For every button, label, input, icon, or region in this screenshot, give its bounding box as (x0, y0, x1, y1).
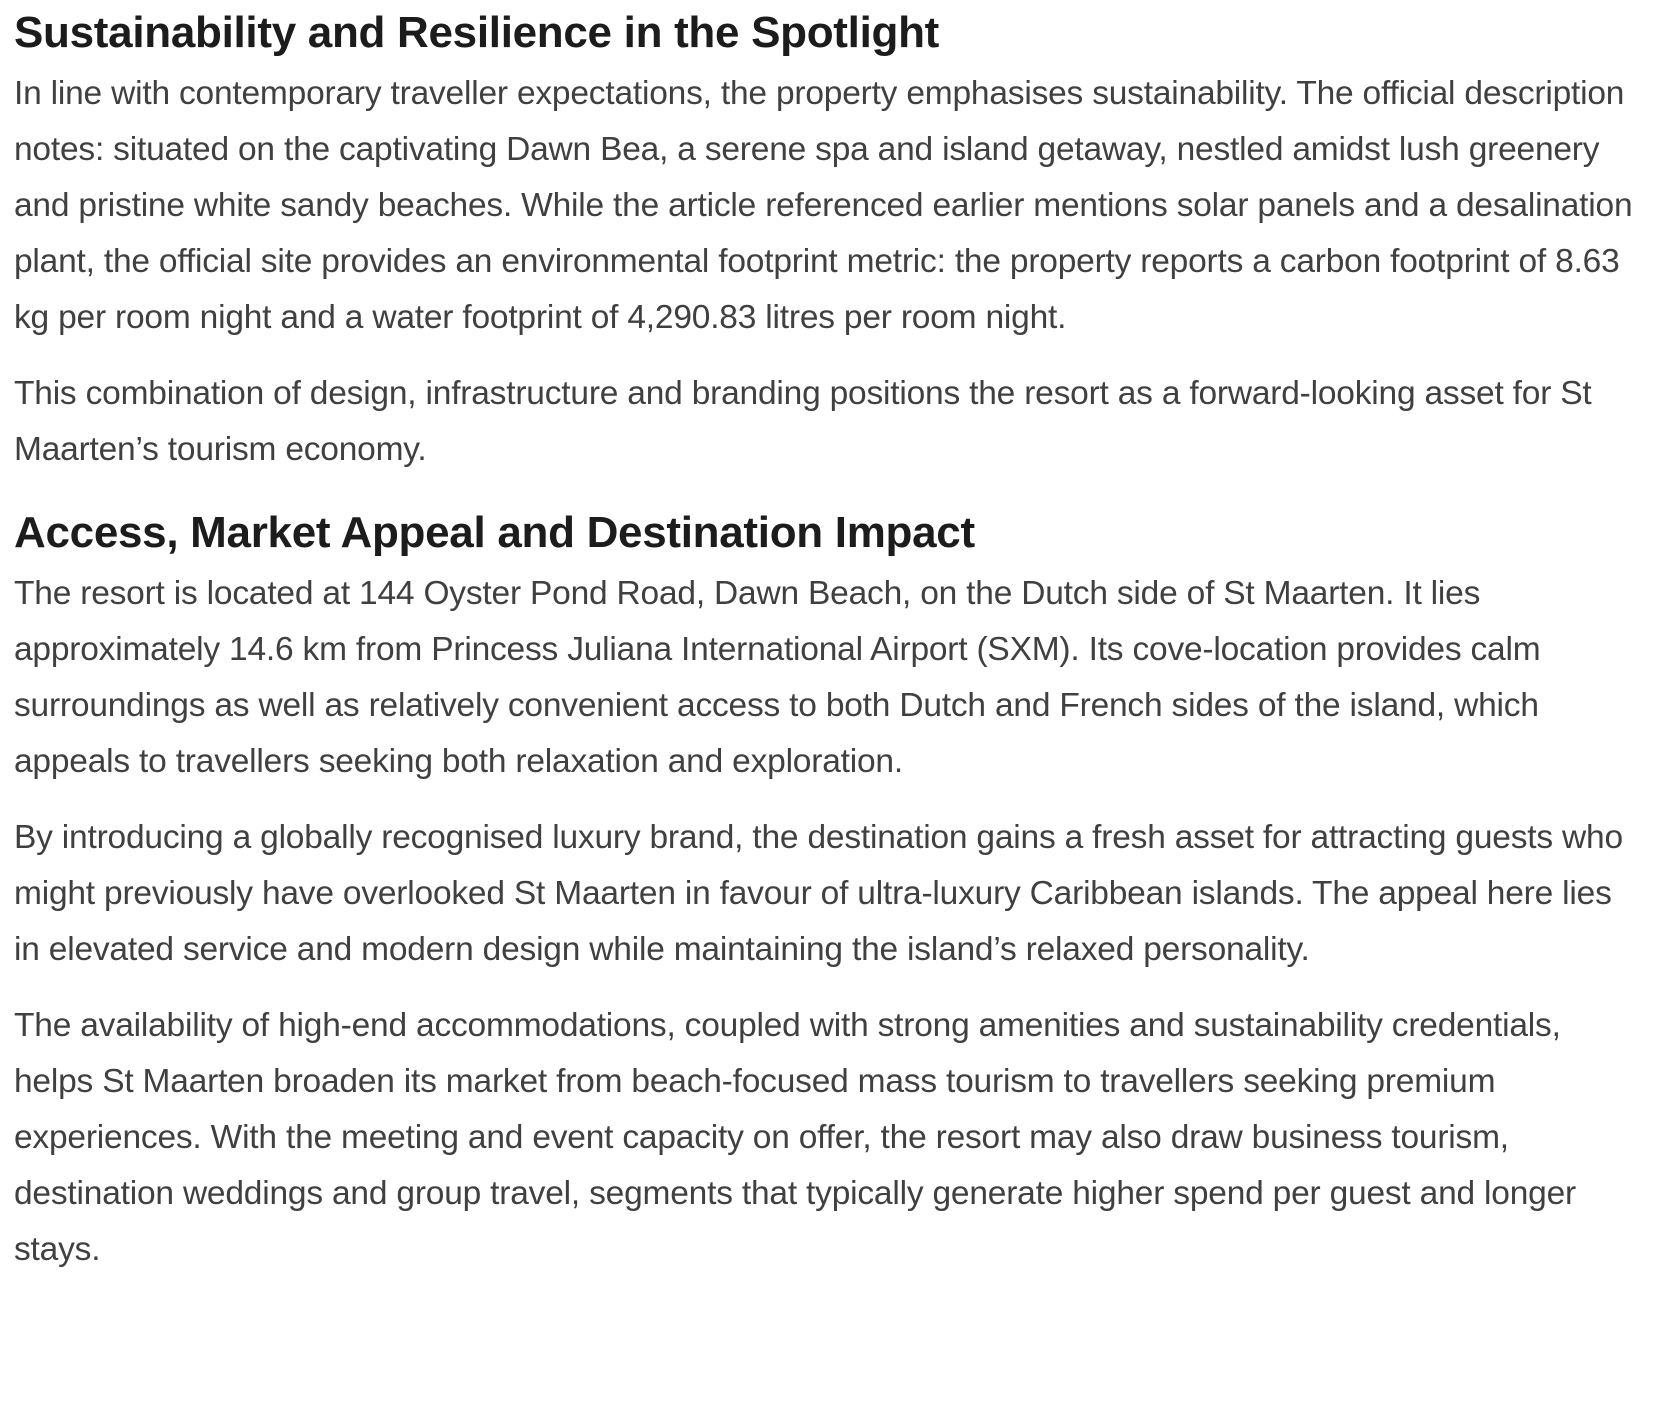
paragraph: The availability of high-end accommodations, coupled with strong amenities and sustainability credentials, helps St Maarten broaden its market from beach-focused mass tourism to travellers seeking premium experiences. With the meeting and event capacity on offer, the resort may also draw business tourism, destination weddings and group travel, segments that typically generate higher spend per guest and longer stays. (14, 1007, 1576, 1268)
paragraph: In line with contemporary traveller expectations, the property emphasises sustainability. The official description notes: situated on the captivating Dawn Bea, a serene spa and island getaway, nestled amidst lush greenery and pristine white sandy beaches. While the article referenced earlier mentions solar panels and a desalination plant, the official site provides an environmental footprint metric: the property reports a carbon footprint of 8.63 kg per room night and a water footprint of 4,290.83 litres per room night. (14, 75, 1633, 336)
section-heading: Sustainability and Resilience in the Spotlight (14, 8, 940, 57)
section-access-market (14, 504, 1646, 1278)
paragraph: This combination of design, infrastructure and branding positions the resort as a forward-looking asset for St Maarten’s tourism economy. (14, 375, 1592, 468)
section-heading: Access, Market Appeal and Destination Impact (14, 508, 975, 557)
section-sustainability (14, 4, 1646, 478)
paragraph: The resort is located at 144 Oyster Pond Road, Dawn Beach, on the Dutch side of St Maarten. It lies approximately 14.6 km from Princess Juliana International Airport (SXM). Its cove-location provides calm surroundings as well as relatively convenient access to both Dutch and French sides of the island, which appeals to travellers seeking both relaxation and exploration. (14, 575, 1541, 780)
paragraph: By introducing a globally recognised luxury brand, the destination gains a fresh asset for attracting guests who might previously have overlooked St Maarten in favour of ultra-luxury Caribbean islands. The appeal here lies in elevated service and modern design while maintaining the island’s relaxed personality. (14, 819, 1623, 968)
article-body (14, 0, 1646, 1278)
